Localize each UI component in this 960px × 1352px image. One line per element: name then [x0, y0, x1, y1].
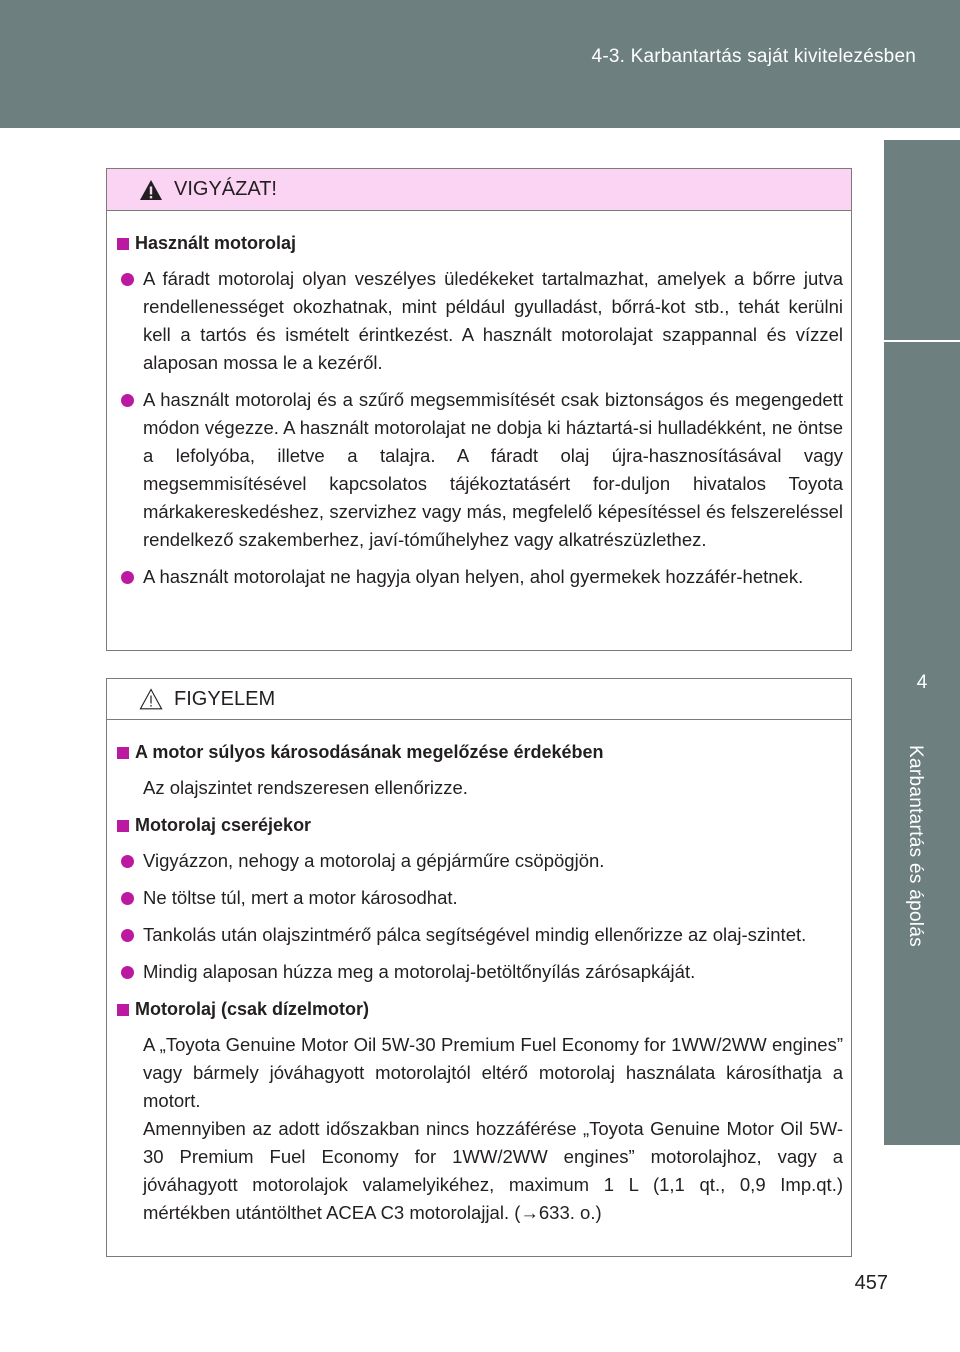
warning-triangle-icon: [139, 179, 163, 201]
notice-header: [107, 679, 851, 720]
page-number: 457: [854, 1272, 888, 1294]
caution-box: [106, 168, 852, 651]
caution-body: [107, 211, 851, 591]
notice-body: [107, 720, 851, 1227]
list-item: Mindig alaposan húzza meg a motorolaj-betöltőnyílás zárósapkáját.: [117, 958, 843, 986]
list-item: Vigyázzon, nehogy a motorolaj a gépjárműre csöpögjön.: [117, 847, 843, 875]
circle-bullet-icon: [121, 929, 134, 942]
section-heading: Motorolaj (csak dízelmotor): [117, 995, 843, 1023]
list-item: A használt motorolaj és a szűrő megsemmisítését csak biztonságos és megengedett módon végezze. A használt motorolajat ne dobja ki háztartá-si hulladékként, ne öntse a lefolyóba, illetve a talajra. A fáradt olaj újra-hasznosításával vagy megsemmisítésével kapcsolatos tájékoztatásért for-duljon hivatalos Toyota márkakereskedéshez, szervizhez vagy más, megfelelő képesítéssel és felszereléssel rendelkező szakemberhez, javí-tóműhelyhez vagy alkatrészüzlethez.: [117, 386, 843, 554]
list-item: A fáradt motorolaj olyan veszélyes üledékeket tartalmazhat, amelyek a bőrre jutva rendellenességet okozhatnak, mint például gyulladást, bőrrá-kot stb., tehát kerülni kell a tartós és ismételt érintkezést. A használt motorolajat szappannal és vízzel alaposan mossa le a kezéről.: [117, 265, 843, 377]
chapter-number: 4: [916, 672, 928, 693]
list-item: Ne töltse túl, mert a motor károsodhat.: [117, 884, 843, 912]
section-text: A „Toyota Genuine Motor Oil 5W-30 Premium Fuel Economy for 1WW/2WW engines” vagy bármely jóváhagyott motorolajtól eltérő motorolaj használata károsíthatja a motort. Amennyiben az adott időszakban nincs hozzáférése „Toyota Genuine Motor Oil 5W-30 Premium Fuel Economy for 1WW/2WW engines” motorolajhoz, vagy a jóváhagyott motorolajok valamelyikéhez, maximum 1 L (1,1 qt., 0,9 Imp.qt.) mértékben utántölthet ACEA C3 motorolajjal. (→633. o.): [143, 1034, 843, 1223]
caution-title: VIGYÁZAT!: [174, 178, 277, 200]
list-item: A használt motorolajat ne hagyja olyan helyen, ahol gyermekek hozzáfér-hetnek.: [117, 563, 843, 591]
section-heading: Motorolaj cseréjekor: [117, 811, 843, 839]
notice-box: [106, 678, 852, 1257]
chapter-label: Karbantartás és ápolás: [905, 745, 926, 947]
header-band: [0, 0, 960, 128]
circle-bullet-icon: [121, 892, 134, 905]
circle-bullet-icon: [121, 855, 134, 868]
section-title: 4-3. Karbantartás saját kivitelezésben: [591, 46, 916, 67]
circle-bullet-icon: [121, 394, 134, 407]
square-bullet-icon: [117, 238, 129, 250]
circle-bullet-icon: [121, 273, 134, 286]
square-bullet-icon: [117, 747, 129, 759]
section-heading: A motor súlyos károsodásának megelőzése érdekében: [117, 738, 843, 766]
caution-header: [107, 169, 851, 211]
circle-bullet-icon: [121, 571, 134, 584]
side-tab-divider: [884, 340, 960, 342]
square-bullet-icon: [117, 1004, 129, 1016]
notice-title: FIGYELEM: [174, 687, 276, 710]
section-text: Az olajszintet rendszeresen ellenőrizze.: [143, 777, 468, 798]
circle-bullet-icon: [121, 966, 134, 979]
list-item: Tankolás után olajszintmérő pálca segítségével mindig ellenőrizze az olaj-szintet.: [117, 921, 843, 949]
chapter-side-tab: [884, 140, 960, 1145]
section-heading: Használt motorolaj: [117, 229, 843, 257]
square-bullet-icon: [117, 820, 129, 832]
warning-triangle-outline-icon: [139, 688, 163, 710]
